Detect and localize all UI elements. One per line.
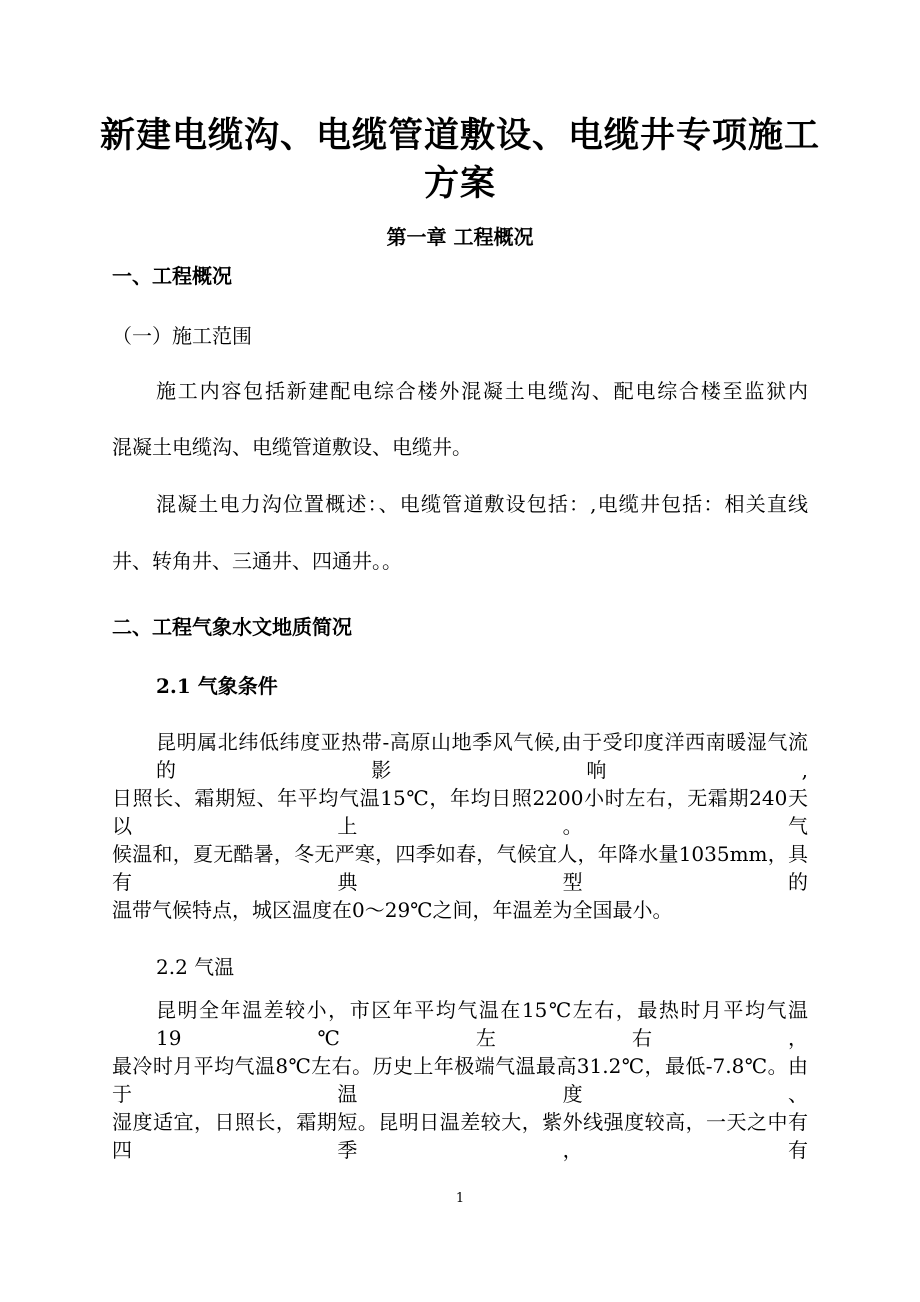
paragraph-climate-line-1: 昆明属北纬低纬度亚热带-高原山地季风气候,由于受印度洋西南暖湿气流的影响,	[156, 730, 808, 782]
paragraph-temperature-line-1: 昆明全年温差较小，市区年平均气温在15℃左右，最热时月平均气温19℃左右，	[156, 998, 808, 1050]
document-title-line-2: 方案	[423, 163, 496, 204]
page-number: 1	[455, 1191, 465, 1206]
paragraph-scope-line-1: 施工内容包括新建配电综合楼外混凝土电缆沟、配电综合楼至监狱内	[156, 379, 808, 403]
subsection-heading-scope: （一）施工范围	[112, 324, 252, 348]
paragraph-climate-line-3: 候温和，夏无酷暑，冬无严寒，四季如春，气候宜人，年降水量1035mm，具有典型的	[112, 842, 808, 894]
document-title-line-1: 新建电缆沟、电缆管道敷设、电缆井专项施工	[99, 115, 820, 156]
section-heading-2: 二、工程气象水文地质简况	[112, 615, 352, 639]
chapter-title: 第一章 工程概况	[386, 225, 534, 249]
paragraph-climate-line-4: 温带气候特点，城区温度在0～29℃之间，年温差为全国最小。	[112, 898, 673, 922]
paragraph-location-line-2: 井、转角井、三通井、四通井。。	[112, 549, 402, 573]
paragraph-climate-line-2: 日照长、霜期短、年平均气温15℃，年均日照2200小时左右，无霜期240天以上。气	[112, 786, 808, 838]
subsection-heading-2-2: 2.2 气温	[156, 955, 235, 979]
paragraph-scope-line-2: 混凝土电缆沟、电缆管道敷设、电缆井。	[112, 435, 472, 459]
paragraph-temperature-line-2: 最冷时月平均气温8℃左右。历史上年极端气温最高31.2℃，最低-7.8℃。由于温度、	[112, 1054, 808, 1106]
paragraph-temperature-line-3: 湿度适宜，日照长，霜期短。昆明日温差较大，紫外线强度较高，一天之中有四季，有	[112, 1110, 808, 1162]
paragraph-location-line-1: 混凝土电力沟位置概述：、电缆管道敷设包括：,电缆井包括：相关直线	[156, 492, 808, 516]
section-heading-1: 一、工程概况	[112, 264, 232, 288]
subsection-heading-2-1: 2.1 气象条件	[156, 674, 278, 698]
